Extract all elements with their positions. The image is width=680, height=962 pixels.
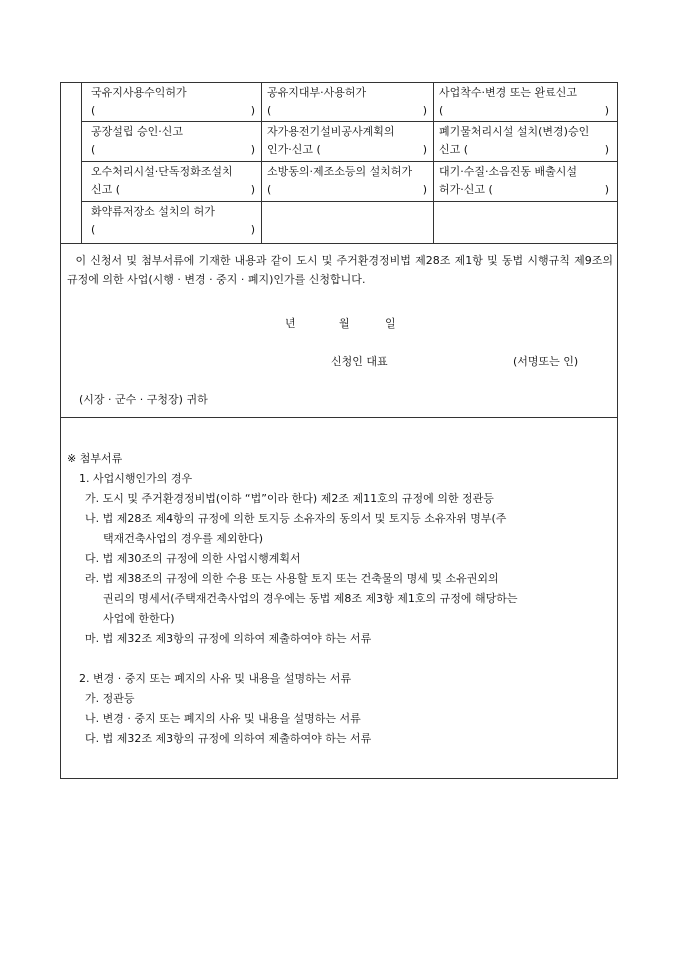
permit-cell — [91, 84, 255, 120]
table-row-divider — [81, 121, 617, 122]
section-divider — [61, 417, 617, 418]
section-divider — [61, 243, 617, 244]
permit-cell — [267, 84, 427, 120]
permit-cell — [91, 203, 255, 239]
attachment-heading: 2. 변경 · 중지 또는 폐지의 사유 및 내용을 설명하는 서류 — [79, 672, 352, 685]
attachment-item: 나. 법 제28조 제4항의 규정에 의한 토지등 소유자의 동의서 및 토지등 소유자위 명부(주 — [85, 512, 507, 525]
table-column-divider — [261, 83, 262, 243]
addressee: (시장 · 군수 · 구청장) 귀하 — [79, 393, 208, 406]
permit-name: 폐기물처리시설 설치(변경)승인 — [439, 125, 590, 138]
attachment-item: 나. 변경 · 중지 또는 폐지의 사유 및 내용을 설명하는 서류 — [85, 712, 361, 725]
permit-name: 국유지사용수익허가 — [91, 86, 187, 99]
permit-name: 대기·수질·소음진동 배출시설 — [439, 165, 578, 178]
table-column-divider — [433, 83, 434, 243]
permit-cell — [267, 163, 427, 199]
permit-blank[interactable]: 신고 ( ) — [439, 143, 609, 156]
permit-cell — [439, 123, 609, 159]
permit-blank[interactable]: ( ) — [91, 104, 255, 117]
permit-cell — [91, 123, 255, 159]
applicant-label: 신청인 대표 — [331, 355, 388, 368]
permit-name: 공장설립 승인·신고 — [91, 125, 184, 138]
attachment-item-continued: 택재건축사업의 경우를 제외한다) — [103, 532, 264, 545]
permit-blank[interactable]: 허가·신고 ( ) — [439, 183, 609, 196]
attachment-item-continued: 사업에 한한다) — [103, 612, 175, 625]
attachment-item: 가. 도시 및 주거환경정비법(이하 “법”이라 한다) 제2조 제11호의 규정에 의한 정관등 — [85, 492, 494, 505]
permit-checklist-table — [61, 83, 617, 243]
attachment-item: 마. 법 제32조 제3항의 규정에 의하여 제출하여야 하는 서류 — [85, 632, 372, 645]
permit-name: 자가용전기설비공사계획의 — [267, 125, 395, 138]
permit-blank[interactable]: 신고 ( ) — [91, 183, 255, 196]
attachments-title: ※ 첨부서류 — [67, 452, 123, 465]
permit-cell — [91, 163, 255, 199]
statement-text: 이 신청서 및 첨부서류에 기재한 내용과 같이 도시 및 주거환경정비법 제28조 제1항 및 동법 시행규칙 제9조의 규정에 의한 사업(시행 · 변경 · 중지 · 폐지)인가를 신청합니다. — [67, 254, 613, 286]
attachment-item: 가. 정관등 — [85, 692, 135, 705]
permit-blank[interactable]: ( ) — [91, 143, 255, 156]
signature-label: (서명또는 인) — [513, 355, 579, 368]
permit-name: 오수처리시설·단독정화조설치 — [91, 165, 233, 178]
permit-blank[interactable]: ( ) — [267, 104, 427, 117]
date-year-label: 년 — [285, 317, 296, 330]
permit-name: 사업착수·변경 또는 완료신고 — [439, 86, 578, 99]
table-row-divider — [81, 161, 617, 162]
attachment-item: 다. 법 제30조의 규정에 의한 사업시행계획서 — [85, 552, 301, 565]
attachment-item-continued: 권리의 명세서(주택재건축사업의 경우에는 동법 제8조 제3항 제1호의 규정에 해당하는 — [103, 592, 518, 605]
permit-name: 소방동의·제조소등의 설치허가 — [267, 165, 413, 178]
permit-name: 화약류저장소 설치의 허가 — [91, 205, 215, 218]
application-statement — [67, 251, 613, 289]
date-day-label: 일 — [385, 317, 396, 330]
permit-cell — [439, 84, 609, 120]
application-form — [60, 82, 618, 779]
attachment-heading: 1. 사업시행인가의 경우 — [79, 472, 193, 485]
permit-blank[interactable]: ( ) — [439, 104, 609, 117]
permit-blank[interactable]: ( ) — [91, 223, 255, 236]
table-left-margin-line — [81, 83, 82, 243]
permit-blank[interactable]: ( ) — [267, 183, 427, 196]
permit-cell — [267, 123, 427, 159]
attachment-item: 다. 법 제32조 제3항의 규정에 의하여 제출하여야 하는 서류 — [85, 732, 372, 745]
permit-blank[interactable]: 인가·신고 ( ) — [267, 143, 427, 156]
attachment-item: 라. 법 제38조의 규정에 의한 수용 또는 사용할 토지 또는 건축물의 명세 및 소유권외의 — [85, 572, 499, 585]
permit-name: 공유지대부·사용허가 — [267, 86, 367, 99]
date-month-label: 월 — [339, 317, 350, 330]
table-row-divider — [81, 201, 617, 202]
permit-cell — [439, 163, 609, 199]
